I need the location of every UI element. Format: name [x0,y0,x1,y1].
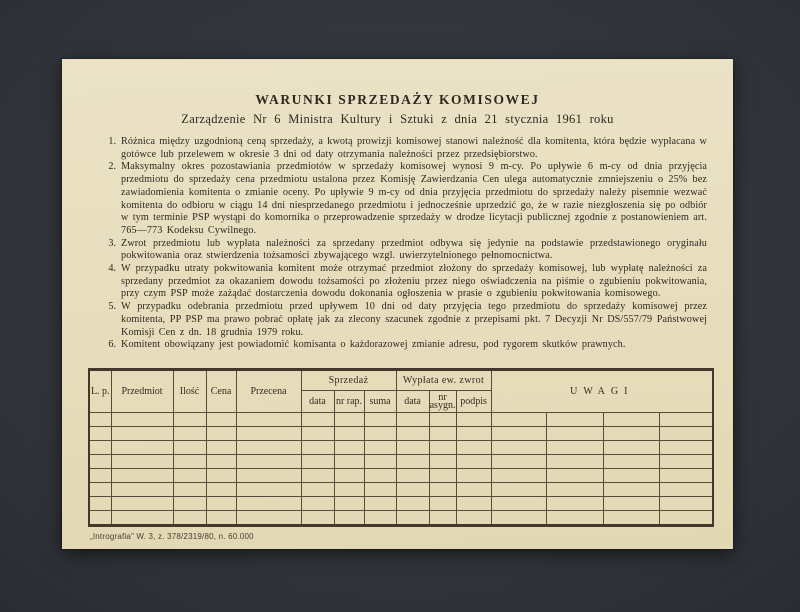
table-cell [456,427,491,441]
table-cell [364,511,396,526]
table-cell [491,469,546,483]
table-cell [364,455,396,469]
column-group-sprzedaz: Sprzedaż [301,370,396,391]
table-cell [456,511,491,526]
column-header-przedmiot: Przedmiot [111,370,173,413]
table-cell [111,483,173,497]
table-cell [659,441,713,455]
table-cell [236,455,301,469]
column-header-lp: L. p. [89,370,111,413]
document-title: WARUNKI SPRZEDAŻY KOMISOWEJ [255,92,540,107]
table-cell [659,455,713,469]
table-cell [659,413,713,427]
table-cell [456,413,491,427]
table-cell [236,469,301,483]
table-cell [546,511,603,526]
table-cell [301,511,334,526]
table-cell [236,441,301,455]
table-cell [456,469,491,483]
table-cell [89,427,111,441]
table-cell [301,483,334,497]
table-cell [236,511,301,526]
table-cell [301,455,334,469]
table-cell [491,483,546,497]
table-cell [173,455,206,469]
table-cell [364,427,396,441]
column-header-uwagi: UWAGI [491,370,713,413]
term-text: Maksymalny okres pozostawiania przedmiotów w sprzedaży komisowej wynosi 9 m-cy. Po upływie 6 m-cy od dnia przyjęcia przedmiotu do sprzedaży cena przedmiotu ustalona przez Komisję Zawierdzania Cen ulega automatycznie zmniejszeniu o 25% bez zawiadomienia komitenta o zmianie oceny. Po upływie 9 m-cy od dnia przyjęcia przedmiotu do sprzedaży należy pisemnie wezwać komitenta do odbioru w ciągu 14 dni niesprzedanego przedmiotu i jednocześnie uprzedzić go, że w razie niezgłoszenia się po odbiór w tym terminie PSP wystąpi do komornika o przeprowadzenie sprzedaży w drodze licytacji publicznej zgodnie z postanowieniem art. 765—773 Kodeksu Cywilnego. [121,161,707,236]
table-row [89,427,713,441]
column-header-cena: Cena [206,370,236,413]
table-row [89,511,713,526]
table-cell [364,497,396,511]
table-row [89,455,713,469]
terms-list [102,136,707,352]
table-cell [429,483,456,497]
table-cell [301,469,334,483]
table-cell [396,413,429,427]
table-cell [603,511,659,526]
table-row [89,469,713,483]
table-cell [659,427,713,441]
table-cell [301,441,334,455]
commission-register-table [88,368,714,527]
term-number: 2. [108,161,116,173]
term-number: 6. [108,339,116,351]
term-item [102,136,707,161]
table-row [89,441,713,455]
table-cell [429,511,456,526]
table-cell [603,483,659,497]
table-cell [89,455,111,469]
table-cell [396,497,429,511]
table-cell [659,483,713,497]
term-text: Zwrot przedmiotu lub wypłata należności za sprzedany przedmiot odbywa się jedynie na podstawie przedstawionego oryginału pokwitowania oraz stwierdzenia tożsamości zbywającego wzgl. uwierzytelnionego pełnomocnictwa. [121,237,707,262]
table-cell [236,427,301,441]
document-page [62,59,733,549]
table-cell [456,483,491,497]
table-cell [659,497,713,511]
table-cell [111,455,173,469]
table-cell [396,441,429,455]
column-group-wyplata: Wypłata ew. zwrot [396,370,491,391]
table-cell [89,511,111,526]
table-cell [301,497,334,511]
table-cell [603,413,659,427]
table-cell [491,441,546,455]
table-cell [546,497,603,511]
column-header-wyplata-data: data [396,391,429,413]
table-cell [364,441,396,455]
table-cell [396,483,429,497]
table-cell [429,441,456,455]
column-header-sprzedaz-suma: suma [364,391,396,413]
term-text: Różnica między uzgodnioną ceną sprzedaży, a kwotą prowizji komisowej stanowi należność dla komitenta, która będzie wypłacana w gotówce lub przelewem w okresie 3 dni od daty otrzymania należności przez przedsiębiorstwo. [121,136,707,160]
table-row [89,413,713,427]
table-cell [396,427,429,441]
term-item [102,238,707,263]
table-cell [111,511,173,526]
table-cell [206,455,236,469]
table-cell [173,413,206,427]
table-cell [206,469,236,483]
table-cell [334,455,364,469]
table-cell [429,413,456,427]
term-item [102,339,707,352]
table-cell [546,413,603,427]
table-cell [236,483,301,497]
column-header-przecena: Przecena [236,370,301,413]
term-number: 1. [108,136,116,147]
table-cell [206,511,236,526]
table-cell [491,497,546,511]
commission-register [88,368,712,541]
table-cell [456,441,491,455]
table-cell [111,469,173,483]
column-header-sprzedaz-nr-rap: nr rap. [334,391,364,413]
column-header-wyplata-podpis: podpis [456,391,491,413]
table-cell [206,413,236,427]
table-cell [603,427,659,441]
table-cell [396,455,429,469]
term-text: W przypadku utraty pokwitowania komitent może otrzymać przedmiot złożony do sprzedaży komisowej, lub wypłatę należności za sprzedany przedmiot za okazaniem dowodu tożsamości po złożeniu przez niego oświadczenia na piśmie o zgubieniu pokwitowania, przy czym PSP może zażądać dostarczenia dowodu dokonania ogłoszenia w prasie o zgubieniu pokwitowania komisowego. [121,263,707,300]
table-cell [89,497,111,511]
table-cell [236,497,301,511]
term-text: Komitent obowiązany jest powiadomić komisanta o każdorazowej zmianie adresu, pod rygorem skutków prawnych. [121,339,626,351]
term-text: W przypadku odebrania przedmiotu przed upływem 10 dni od daty przyjęcia tego przedmiotu do sprzedaży komisowej przez komitenta, PP PSP ma prawo pobrać opłatę jak za zlecony szacunek zgodnie z przepisami pkt. 7 Decyzji Nr DS/557/79 Państwowej Komisji Cen z dn. 18 grudnia 1979 roku. [121,301,707,338]
table-cell [546,469,603,483]
table-cell [429,455,456,469]
table-cell [603,455,659,469]
term-item [102,263,707,301]
table-cell [89,483,111,497]
table-cell [603,497,659,511]
table-cell [456,455,491,469]
table-cell [206,427,236,441]
term-item [102,301,707,339]
table-cell [546,455,603,469]
table-cell [396,469,429,483]
table-header [89,370,713,413]
table-cell [206,497,236,511]
table-cell [301,413,334,427]
table-cell [429,469,456,483]
table-cell [206,483,236,497]
table-cell [364,413,396,427]
table-cell [334,413,364,427]
table-cell [491,455,546,469]
table-cell [491,511,546,526]
column-header-wyplata-nr-asygn: nr asygn. [429,392,456,411]
table-cell [173,441,206,455]
table-cell [429,427,456,441]
table-cell [546,441,603,455]
table-cell [206,441,236,455]
table-cell [301,427,334,441]
term-number: 5. [108,301,116,313]
table-cell [364,469,396,483]
table-cell [334,497,364,511]
document-subtitle: Zarządzenie Nr 6 Ministra Kultury i Sztuki z dnia 21 stycznia 1961 roku [181,112,614,126]
print-imprint: „Intrografia” W. 3, z. 378/2319/80, n. 60.000 [90,532,254,541]
table-cell [364,483,396,497]
table-cell [173,469,206,483]
table-cell [173,427,206,441]
table-cell [111,441,173,455]
table-cell [173,511,206,526]
term-number: 4. [108,263,116,275]
term-item [102,161,707,237]
term-number: 3. [108,237,116,249]
table-cell [659,511,713,526]
table-cell [603,469,659,483]
table-cell [429,497,456,511]
table-cell [173,483,206,497]
commission-table-body [89,413,713,526]
table-cell [111,413,173,427]
table-cell [334,511,364,526]
table-cell [603,441,659,455]
table-cell [396,511,429,526]
table-cell [236,413,301,427]
table-cell [491,427,546,441]
table-cell [89,469,111,483]
table-cell [456,497,491,511]
table-row [89,497,713,511]
table-cell [334,469,364,483]
table-cell [111,497,173,511]
table-cell [334,483,364,497]
table-cell [334,427,364,441]
table-cell [111,427,173,441]
table-cell [491,413,546,427]
table-row [89,483,713,497]
table-cell [334,441,364,455]
table-cell [89,413,111,427]
table-cell [659,469,713,483]
column-header-sprzedaz-data: data [301,391,334,413]
table-cell [173,497,206,511]
table-cell [89,441,111,455]
column-header-ilosc: Ilość [173,370,206,413]
table-cell [546,427,603,441]
table-cell [546,483,603,497]
